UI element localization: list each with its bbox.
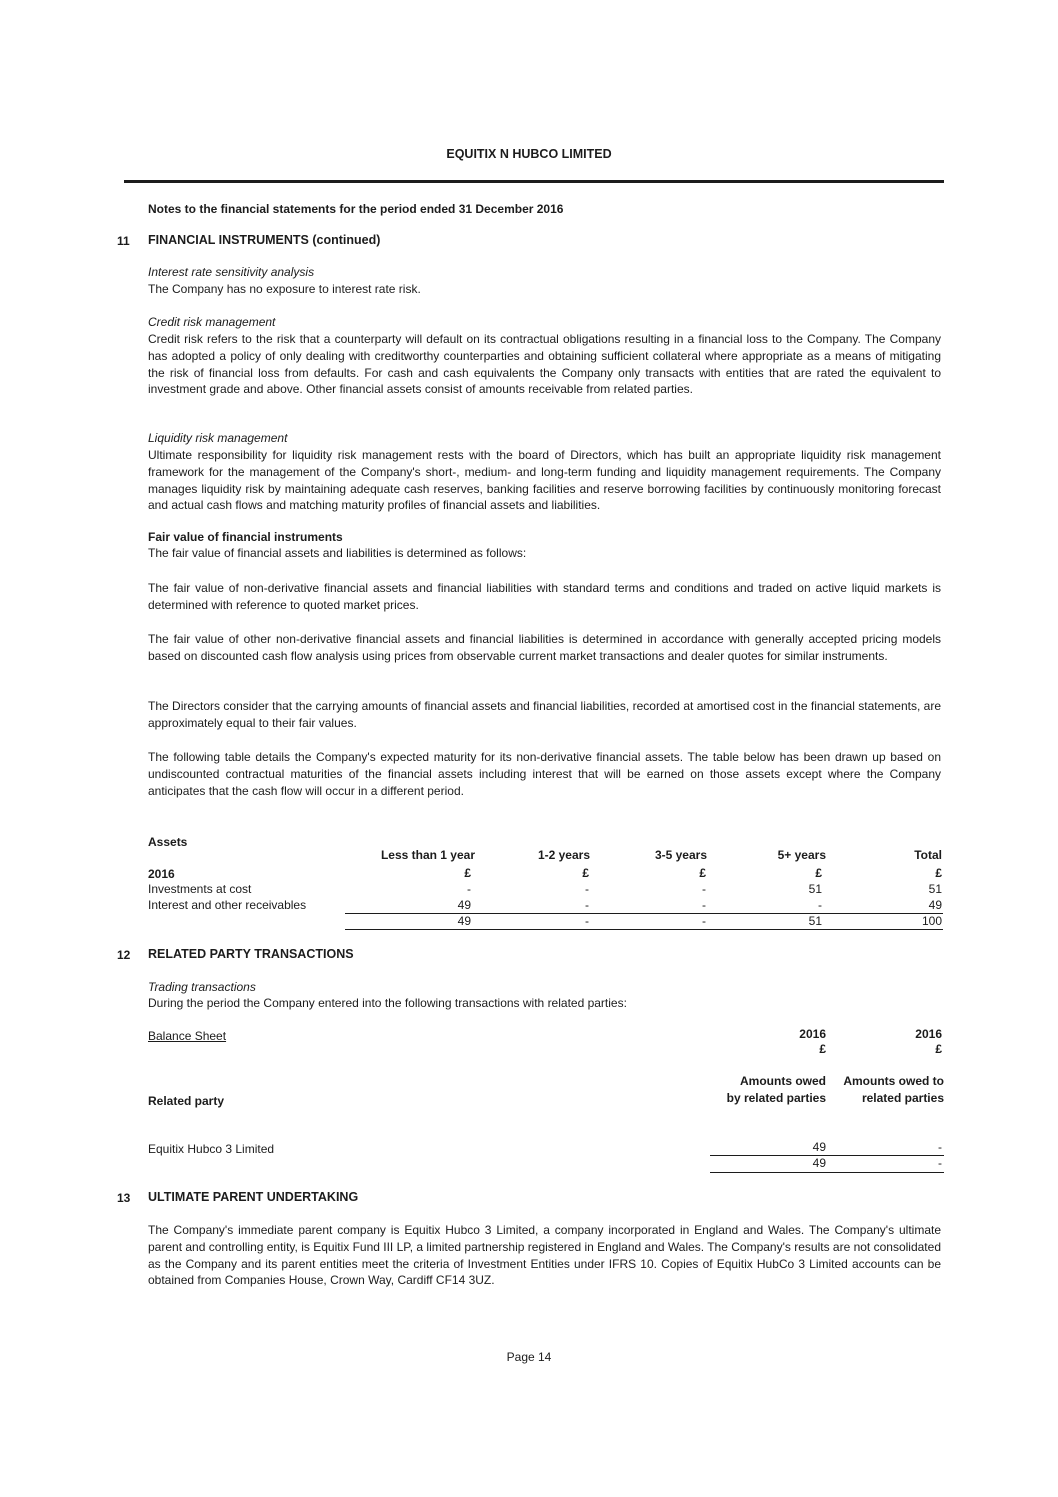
table-cell: -: [818, 898, 822, 912]
section-12-number: 12: [117, 948, 131, 962]
credit-risk-heading: Credit risk management: [148, 315, 276, 329]
rp-col2-year: 2016: [915, 1027, 942, 1041]
section-11-title: FINANCIAL INSTRUMENTS (continued): [148, 233, 381, 247]
page-number: Page 14: [506, 1350, 552, 1364]
table-year: 2016: [148, 867, 175, 881]
rp-col2-head-2: related parties: [861, 1091, 944, 1105]
assets-label: Assets: [148, 835, 188, 849]
section-12-title: RELATED PARTY TRANSACTIONS: [148, 947, 354, 961]
fair-value-heading: Fair value of financial instruments: [148, 530, 343, 544]
total-cell: -: [702, 914, 706, 928]
fair-value-para-2: The fair value of other non-derivative financial assets and financial liabilities is determined in accordance with generally accepted pricing models based on discounted cash flow analysis using prices from observable current market transactions and dealer quotes for similar instruments.: [148, 632, 941, 663]
table-cell: -: [467, 882, 471, 896]
currency-cell: £: [699, 866, 706, 880]
rp-col2-total: -: [938, 1156, 942, 1170]
trading-text: During the period the Company entered into the following transactions with related parties:: [148, 996, 627, 1010]
rp-col1-value: 49: [812, 1140, 826, 1154]
header-rule: [124, 180, 944, 183]
rp-col2-head: Amounts owed to: [843, 1074, 944, 1088]
rp-total-rule: [710, 1172, 944, 1173]
rp-col1-head-2: by related parties: [726, 1091, 826, 1105]
table-cell: -: [702, 898, 706, 912]
currency-cell: £: [582, 866, 589, 880]
col-less-than-1-year: Less than 1 year: [380, 848, 475, 862]
balance-sheet-label: Balance Sheet: [148, 1029, 227, 1043]
total-cell: 49: [457, 914, 471, 928]
table-cell: 49: [928, 898, 942, 912]
related-party-label: Related party: [148, 1094, 225, 1108]
col-1-2-years: 1-2 years: [537, 848, 590, 862]
table-cell: 51: [928, 882, 942, 896]
interest-rate-heading: Interest rate sensitivity analysis: [148, 265, 315, 279]
table-cell: -: [585, 898, 589, 912]
trading-heading: Trading transactions: [148, 980, 256, 994]
notes-title: Notes to the financial statements for the period ended 31 December 2016: [148, 202, 564, 216]
table-cell: -: [702, 882, 706, 896]
total-cell: 100: [921, 914, 942, 928]
table-cell: 49: [457, 898, 471, 912]
total-cell: -: [585, 914, 589, 928]
rp-col2-currency: £: [935, 1042, 942, 1056]
rp-col1-year: 2016: [799, 1027, 826, 1041]
section-13-title: ULTIMATE PARENT UNDERTAKING: [148, 1190, 359, 1204]
rp-col2-value: -: [938, 1140, 942, 1154]
currency-cell: £: [935, 866, 942, 880]
currency-cell: £: [815, 866, 822, 880]
party-name: Equitix Hubco 3 Limited: [148, 1142, 275, 1156]
parent-undertaking-text: The Company's immediate parent company is Equitix Hubco 3 Limited, a company incorporated in England and Wales. The Company's ultimate parent and controlling entity, is Equitix Fund III LP, a limited partnership registered in England and Wales. The Company's results are not consolidated as the Company and its parent entities meet the criteria of Investment Entities under IFRS 10. Copies of Equitix HubCo 3 Limited accounts can be obtained from Companies House, Crown Way, Cardiff CF14 3UZ.: [148, 1223, 941, 1288]
currency-cell: £: [464, 866, 471, 880]
fair-value-intro: The fair value of financial assets and liabilities is determined as follows:: [148, 546, 527, 560]
section-11-number: 11: [117, 234, 130, 248]
rp-col1-head: Amounts owed: [740, 1074, 826, 1088]
interest-rate-text: The Company has no exposure to interest rate risk.: [148, 282, 421, 296]
liquidity-risk-heading: Liquidity risk management: [148, 431, 288, 445]
section-13-number: 13: [117, 1191, 131, 1205]
table-row-label: Investments at cost: [148, 882, 252, 896]
fair-value-para-1: The fair value of non-derivative financial assets and financial liabilities with standard terms and conditions and traded on active liquid markets is determined with reference to quoted market prices.: [148, 581, 941, 612]
table-cell: 51: [808, 882, 822, 896]
col-total: Total: [914, 848, 942, 862]
credit-risk-text: Credit risk refers to the risk that a counterparty will default on its contractual obligations resulting in a financial loss to the Company. The Company has adopted a policy of only dealing with creditworthy counterparties and obtaining sufficient collateral where appropriate as a means of mitigating the risk of financial loss from defaults. For cash and cash equivalents the Company only transacts with entities that are rated the equivalent to investment grade and above. Other financial assets consist of amounts receivable from related parties.: [148, 332, 941, 397]
rp-col1-currency: £: [819, 1042, 826, 1056]
rp-col1-total: 49: [812, 1156, 826, 1170]
col-5-plus-years: 5+ years: [777, 848, 826, 862]
fair-value-para-3: The Directors consider that the carrying amounts of financial assets and financial liabilities, recorded at amortised cost in the financial statements, are approximately equal to their fair values.: [148, 699, 941, 730]
total-cell: 51: [808, 914, 822, 928]
table-cell: -: [585, 882, 589, 896]
col-3-5-years: 3-5 years: [654, 848, 707, 862]
table-row-label: Interest and other receivables: [148, 898, 307, 912]
company-title: EQUITIX N HUBCO LIMITED: [446, 147, 612, 161]
liquidity-risk-text: Ultimate responsibility for liquidity risk management rests with the board of Directors, which has built an appropriate liquidity risk management framework for the management of the Company's short-, medium- and long-term funding and liquidity management requirements. The Company manages liquidity risk by maintaining adequate cash reserves, banking facilities and reserve borrowing facilities by continuously monitoring forecast and actual cash flows and matching maturity profiles of financial assets and liabilities.: [148, 448, 941, 513]
fair-value-para-4: The following table details the Company's expected maturity for its non-derivative financial assets. The table below has been drawn up based on undiscounted contractual maturities of the financial assets including interest that will be earned on those assets except where the Company anticipates that the cash flow will occur in a different period.: [148, 750, 941, 798]
total-rule: [345, 929, 943, 930]
